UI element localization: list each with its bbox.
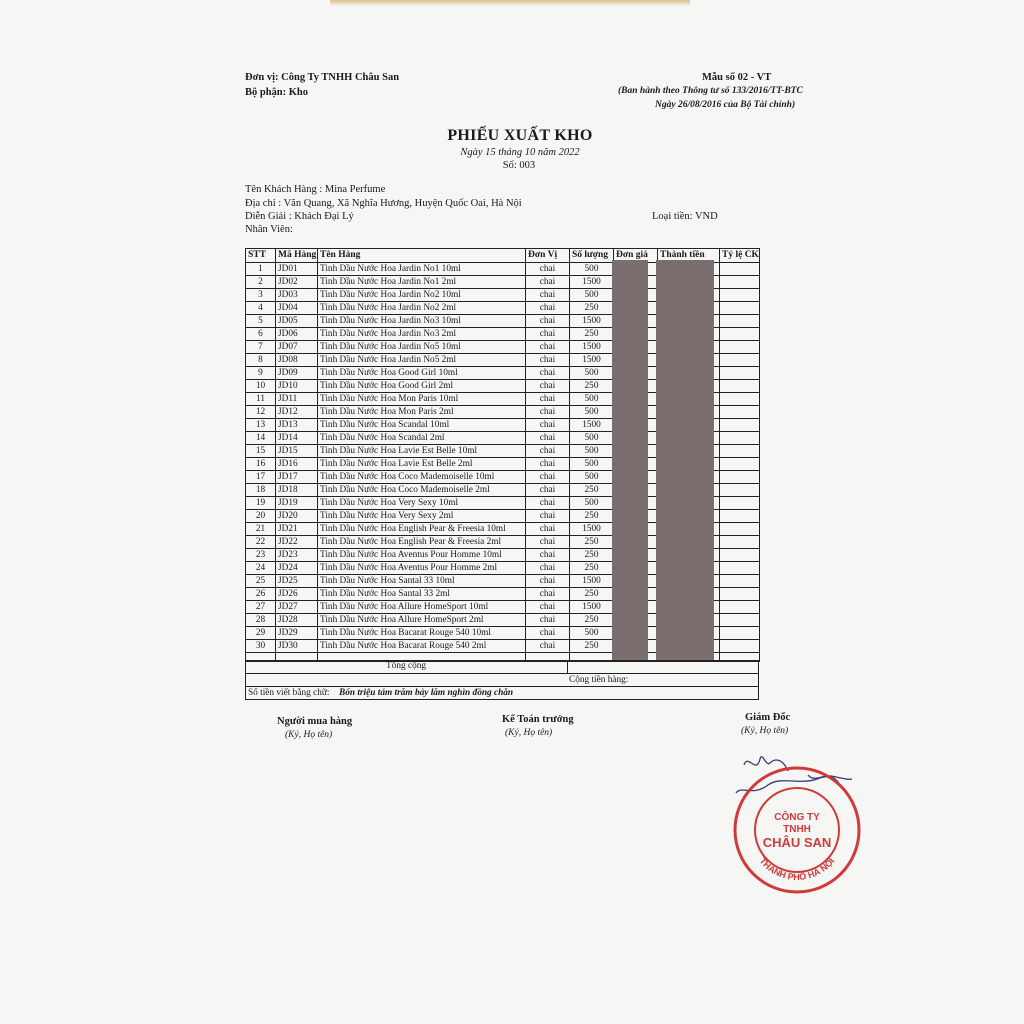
- header-code: Mã Hàng: [276, 249, 318, 263]
- row-name: Tinh Dầu Nước Hoa Coco Mademoiselle 2ml: [318, 484, 526, 497]
- row-name: Tinh Dầu Nước Hoa Very Sexy 2ml: [318, 510, 526, 523]
- row-code: JD30: [276, 640, 318, 653]
- row-stt: 15: [246, 445, 276, 458]
- row-stt: 29: [246, 627, 276, 640]
- row-code: JD19: [276, 497, 318, 510]
- row-quantity: 500: [570, 445, 614, 458]
- row-discount: [720, 497, 760, 510]
- header-discount: Tỷ lệ CK: [720, 249, 760, 263]
- row-discount: [720, 640, 760, 653]
- row-unit: chai: [526, 484, 570, 497]
- row-quantity: 250: [570, 510, 614, 523]
- row-name: Tinh Dầu Nước Hoa Good Girl 10ml: [318, 367, 526, 380]
- row-quantity: 500: [570, 367, 614, 380]
- row-quantity: 500: [570, 458, 614, 471]
- row-code: JD11: [276, 393, 318, 406]
- row-quantity: 250: [570, 484, 614, 497]
- row-unit: chai: [526, 575, 570, 588]
- row-unit: chai: [526, 393, 570, 406]
- row-name: Tinh Dầu Nước Hoa Jardin No2 2ml: [318, 302, 526, 315]
- amount-in-words-label: Số tiền viết bằng chữ:: [248, 688, 330, 698]
- form-decree-date: Ngày 26/08/2016 của Bộ Tài chính): [655, 100, 796, 110]
- row-stt: 20: [246, 510, 276, 523]
- row-discount: [720, 263, 760, 276]
- row-name: Tinh Dầu Nước Hoa Aventus Pour Homme 10ml: [318, 549, 526, 562]
- row-code: JD28: [276, 614, 318, 627]
- row-quantity: 1500: [570, 419, 614, 432]
- row-stt: 10: [246, 380, 276, 393]
- row-code: JD18: [276, 484, 318, 497]
- row-unit: chai: [526, 445, 570, 458]
- row-discount: [720, 614, 760, 627]
- accountant-signature-title: Kế Toán trưởng: [502, 714, 574, 725]
- row-discount: [720, 588, 760, 601]
- row-quantity: 250: [570, 588, 614, 601]
- row-discount: [720, 562, 760, 575]
- row-name: Tinh Dầu Nước Hoa Lavie Est Belle 2ml: [318, 458, 526, 471]
- row-discount: [720, 458, 760, 471]
- currency: Loại tiền: VND: [652, 211, 718, 222]
- redacted-amount: [656, 260, 714, 660]
- row-stt: 8: [246, 354, 276, 367]
- row-code: JD02: [276, 276, 318, 289]
- row-unit: chai: [526, 627, 570, 640]
- row-name: Tinh Dầu Nước Hoa Bacarat Rouge 540 2ml: [318, 640, 526, 653]
- row-code: JD22: [276, 536, 318, 549]
- row-unit: chai: [526, 458, 570, 471]
- row-discount: [720, 276, 760, 289]
- row-code: JD07: [276, 341, 318, 354]
- row-name: Tinh Dầu Nước Hoa Bacarat Rouge 540 10ml: [318, 627, 526, 640]
- row-name: Tinh Dầu Nước Hoa English Pear & Freesia 2ml: [318, 536, 526, 549]
- row-unit: chai: [526, 549, 570, 562]
- row-stt: 24: [246, 562, 276, 575]
- row-discount: [720, 471, 760, 484]
- redacted-unit-price: [612, 260, 648, 660]
- row-discount: [720, 380, 760, 393]
- row-discount: [720, 575, 760, 588]
- total-row: [245, 660, 759, 674]
- row-code: JD26: [276, 588, 318, 601]
- row-stt: 9: [246, 367, 276, 380]
- row-stt: 6: [246, 328, 276, 341]
- row-name: Tinh Dầu Nước Hoa Very Sexy 10ml: [318, 497, 526, 510]
- row-quantity: 500: [570, 432, 614, 445]
- grand-total-row: [245, 674, 759, 687]
- row-discount: [720, 484, 760, 497]
- row-unit: chai: [526, 432, 570, 445]
- row-unit: chai: [526, 341, 570, 354]
- row-quantity: 500: [570, 471, 614, 484]
- row-unit: chai: [526, 328, 570, 341]
- row-code: JD25: [276, 575, 318, 588]
- row-name: Tinh Dầu Nước Hoa Santal 33 10ml: [318, 575, 526, 588]
- row-discount: [720, 536, 760, 549]
- row-quantity: 1500: [570, 276, 614, 289]
- row-name: Tinh Dầu Nước Hoa Jardin No3 10ml: [318, 315, 526, 328]
- form-decree: (Ban hành theo Thông tư số 133/2016/TT-BTC: [618, 86, 803, 96]
- row-quantity: 250: [570, 640, 614, 653]
- row-code: JD14: [276, 432, 318, 445]
- row-name: Tinh Dầu Nước Hoa Aventus Pour Homme 2ml: [318, 562, 526, 575]
- row-unit: chai: [526, 640, 570, 653]
- row-discount: [720, 328, 760, 341]
- row-code: JD16: [276, 458, 318, 471]
- row-quantity: 250: [570, 302, 614, 315]
- row-quantity: 500: [570, 263, 614, 276]
- row-discount: [720, 549, 760, 562]
- row-quantity: 1500: [570, 601, 614, 614]
- header-quantity: Số lượng: [570, 249, 614, 263]
- row-unit: chai: [526, 510, 570, 523]
- header-stt: STT: [246, 249, 276, 263]
- row-quantity: 250: [570, 614, 614, 627]
- unit-name: Đơn vị: Công Ty TNHH Châu San: [245, 72, 400, 83]
- row-discount: [720, 432, 760, 445]
- row-name: Tinh Dầu Nước Hoa Allure HomeSport 10ml: [318, 601, 526, 614]
- row-name: Tinh Dầu Nước Hoa Jardin No5 2ml: [318, 354, 526, 367]
- row-stt: 5: [246, 315, 276, 328]
- row-code: JD20: [276, 510, 318, 523]
- amount-in-words-row: [245, 687, 759, 700]
- row-quantity: 500: [570, 289, 614, 302]
- row-quantity: 500: [570, 627, 614, 640]
- row-unit: chai: [526, 588, 570, 601]
- row-discount: [720, 445, 760, 458]
- row-discount: [720, 315, 760, 328]
- row-stt: 19: [246, 497, 276, 510]
- row-name: Tinh Dầu Nước Hoa English Pear & Freesia 10ml: [318, 523, 526, 536]
- row-stt: 26: [246, 588, 276, 601]
- row-quantity: 250: [570, 536, 614, 549]
- row-stt: 25: [246, 575, 276, 588]
- row-name: Tinh Dầu Nước Hoa Allure HomeSport 2ml: [318, 614, 526, 627]
- row-quantity: 1500: [570, 315, 614, 328]
- row-discount: [720, 302, 760, 315]
- row-name: Tinh Dầu Nước Hoa Scandal 10ml: [318, 419, 526, 432]
- document-title: PHIẾU XUẤT KHO: [447, 127, 593, 144]
- row-unit: chai: [526, 614, 570, 627]
- row-unit: chai: [526, 263, 570, 276]
- row-stt: 1: [246, 263, 276, 276]
- seal-ring-text: THÀNH PHỐ HÀ NỘI: [757, 855, 837, 883]
- seal-line-1: CÔNG TY: [774, 812, 820, 823]
- row-unit: chai: [526, 601, 570, 614]
- row-stt: 4: [246, 302, 276, 315]
- row-code: JD12: [276, 406, 318, 419]
- row-quantity: 500: [570, 406, 614, 419]
- row-stt: 7: [246, 341, 276, 354]
- row-stt: 17: [246, 471, 276, 484]
- row-code: JD01: [276, 263, 318, 276]
- row-discount: [720, 510, 760, 523]
- row-unit: chai: [526, 276, 570, 289]
- row-name: Tinh Dầu Nước Hoa Mon Paris 2ml: [318, 406, 526, 419]
- row-discount: [720, 601, 760, 614]
- row-quantity: 1500: [570, 575, 614, 588]
- row-quantity: 500: [570, 497, 614, 510]
- form-number: Mẫu số 02 - VT: [702, 72, 772, 83]
- row-code: JD24: [276, 562, 318, 575]
- row-code: JD13: [276, 419, 318, 432]
- department-name: Bộ phận: Kho: [245, 87, 309, 98]
- row-discount: [720, 367, 760, 380]
- row-quantity: 1500: [570, 341, 614, 354]
- row-name: Tinh Dầu Nước Hoa Good Girl 2ml: [318, 380, 526, 393]
- row-code: JD23: [276, 549, 318, 562]
- row-unit: chai: [526, 315, 570, 328]
- row-code: JD05: [276, 315, 318, 328]
- row-stt: 13: [246, 419, 276, 432]
- row-code: JD03: [276, 289, 318, 302]
- row-name: Tinh Dầu Nước Hoa Jardin No5 10ml: [318, 341, 526, 354]
- row-unit: chai: [526, 406, 570, 419]
- row-discount: [720, 523, 760, 536]
- row-quantity: 1500: [570, 523, 614, 536]
- row-stt: 12: [246, 406, 276, 419]
- row-discount: [720, 393, 760, 406]
- row-unit: chai: [526, 471, 570, 484]
- row-name: Tinh Dầu Nước Hoa Santal 33 2ml: [318, 588, 526, 601]
- row-code: JD29: [276, 627, 318, 640]
- row-stt: 30: [246, 640, 276, 653]
- company-seal: [712, 745, 882, 895]
- row-discount: [720, 627, 760, 640]
- row-unit: chai: [526, 536, 570, 549]
- row-name: Tinh Dầu Nước Hoa Mon Paris 10ml: [318, 393, 526, 406]
- document-date: Ngày 15 tháng 10 năm 2022: [460, 147, 580, 158]
- row-unit: chai: [526, 562, 570, 575]
- row-stt: 21: [246, 523, 276, 536]
- buyer-signature-note: (Ký, Họ tên): [285, 730, 333, 740]
- header-price: Đơn giá: [614, 249, 658, 263]
- row-stt: 28: [246, 614, 276, 627]
- amount-in-words-value: Bốn triệu tám trăm bảy lăm nghìn đồng chẵn: [339, 688, 514, 698]
- row-name: Tinh Dầu Nước Hoa Jardin No3 2ml: [318, 328, 526, 341]
- row-stt: 11: [246, 393, 276, 406]
- seal-line-3: CHÂU SAN: [762, 835, 832, 850]
- row-quantity: 250: [570, 328, 614, 341]
- row-code: JD10: [276, 380, 318, 393]
- row-quantity: 1500: [570, 354, 614, 367]
- row-discount: [720, 289, 760, 302]
- row-discount: [720, 419, 760, 432]
- row-unit: chai: [526, 354, 570, 367]
- row-unit: chai: [526, 289, 570, 302]
- row-stt: 27: [246, 601, 276, 614]
- director-signature-note: (Ký, Họ tên): [741, 726, 789, 736]
- seal-line-2: TNHH: [783, 824, 811, 835]
- row-stt: 14: [246, 432, 276, 445]
- customer-address: Địa chỉ : Văn Quang, Xã Nghĩa Hương, Huyện Quốc Oai, Hà Nội: [245, 198, 522, 209]
- row-unit: chai: [526, 367, 570, 380]
- row-code: JD08: [276, 354, 318, 367]
- row-stt: 3: [246, 289, 276, 302]
- row-stt: 23: [246, 549, 276, 562]
- row-stt: 22: [246, 536, 276, 549]
- page-top-edge: [330, 0, 690, 6]
- row-stt: 16: [246, 458, 276, 471]
- header-unit: Đơn Vị: [526, 249, 570, 263]
- row-code: JD17: [276, 471, 318, 484]
- staff: Nhân Viên:: [245, 224, 293, 235]
- row-discount: [720, 354, 760, 367]
- row-code: JD21: [276, 523, 318, 536]
- row-name: Tinh Dầu Nước Hoa Lavie Est Belle 10ml: [318, 445, 526, 458]
- row-code: JD15: [276, 445, 318, 458]
- row-unit: chai: [526, 497, 570, 510]
- row-code: JD09: [276, 367, 318, 380]
- total-label: Tổng cộng: [386, 661, 427, 671]
- row-name: Tinh Dầu Nước Hoa Coco Mademoiselle 10ml: [318, 471, 526, 484]
- row-discount: [720, 406, 760, 419]
- row-quantity: 250: [570, 380, 614, 393]
- director-signature-title: Giám Đốc: [745, 712, 791, 723]
- row-name: Tinh Dầu Nước Hoa Jardin No2 10ml: [318, 289, 526, 302]
- row-unit: chai: [526, 419, 570, 432]
- row-code: JD27: [276, 601, 318, 614]
- description: Diễn Giải : Khách Đại Lý: [245, 211, 354, 222]
- row-quantity: 250: [570, 549, 614, 562]
- buyer-signature-title: Người mua hàng: [277, 716, 353, 727]
- document-number: Số: 003: [502, 160, 536, 171]
- row-stt: 18: [246, 484, 276, 497]
- header-amount: Thành tiền: [658, 249, 720, 263]
- row-quantity: 500: [570, 393, 614, 406]
- accountant-signature-note: (Ký, Họ tên): [505, 728, 553, 738]
- row-name: Tinh Dầu Nước Hoa Jardin No1 2ml: [318, 276, 526, 289]
- customer-name: Tên Khách Hàng : Mina Perfume: [245, 184, 386, 195]
- row-quantity: 250: [570, 562, 614, 575]
- row-code: JD04: [276, 302, 318, 315]
- row-name: Tinh Dầu Nước Hoa Scandal 2ml: [318, 432, 526, 445]
- row-unit: chai: [526, 380, 570, 393]
- row-unit: chai: [526, 523, 570, 536]
- row-name: Tinh Dầu Nước Hoa Jardin No1 10ml: [318, 263, 526, 276]
- row-stt: 2: [246, 276, 276, 289]
- row-code: JD06: [276, 328, 318, 341]
- row-unit: chai: [526, 302, 570, 315]
- header-name: Tên Hàng: [318, 249, 526, 263]
- row-discount: [720, 341, 760, 354]
- grand-total-label: Cộng tiền hàng:: [569, 675, 629, 685]
